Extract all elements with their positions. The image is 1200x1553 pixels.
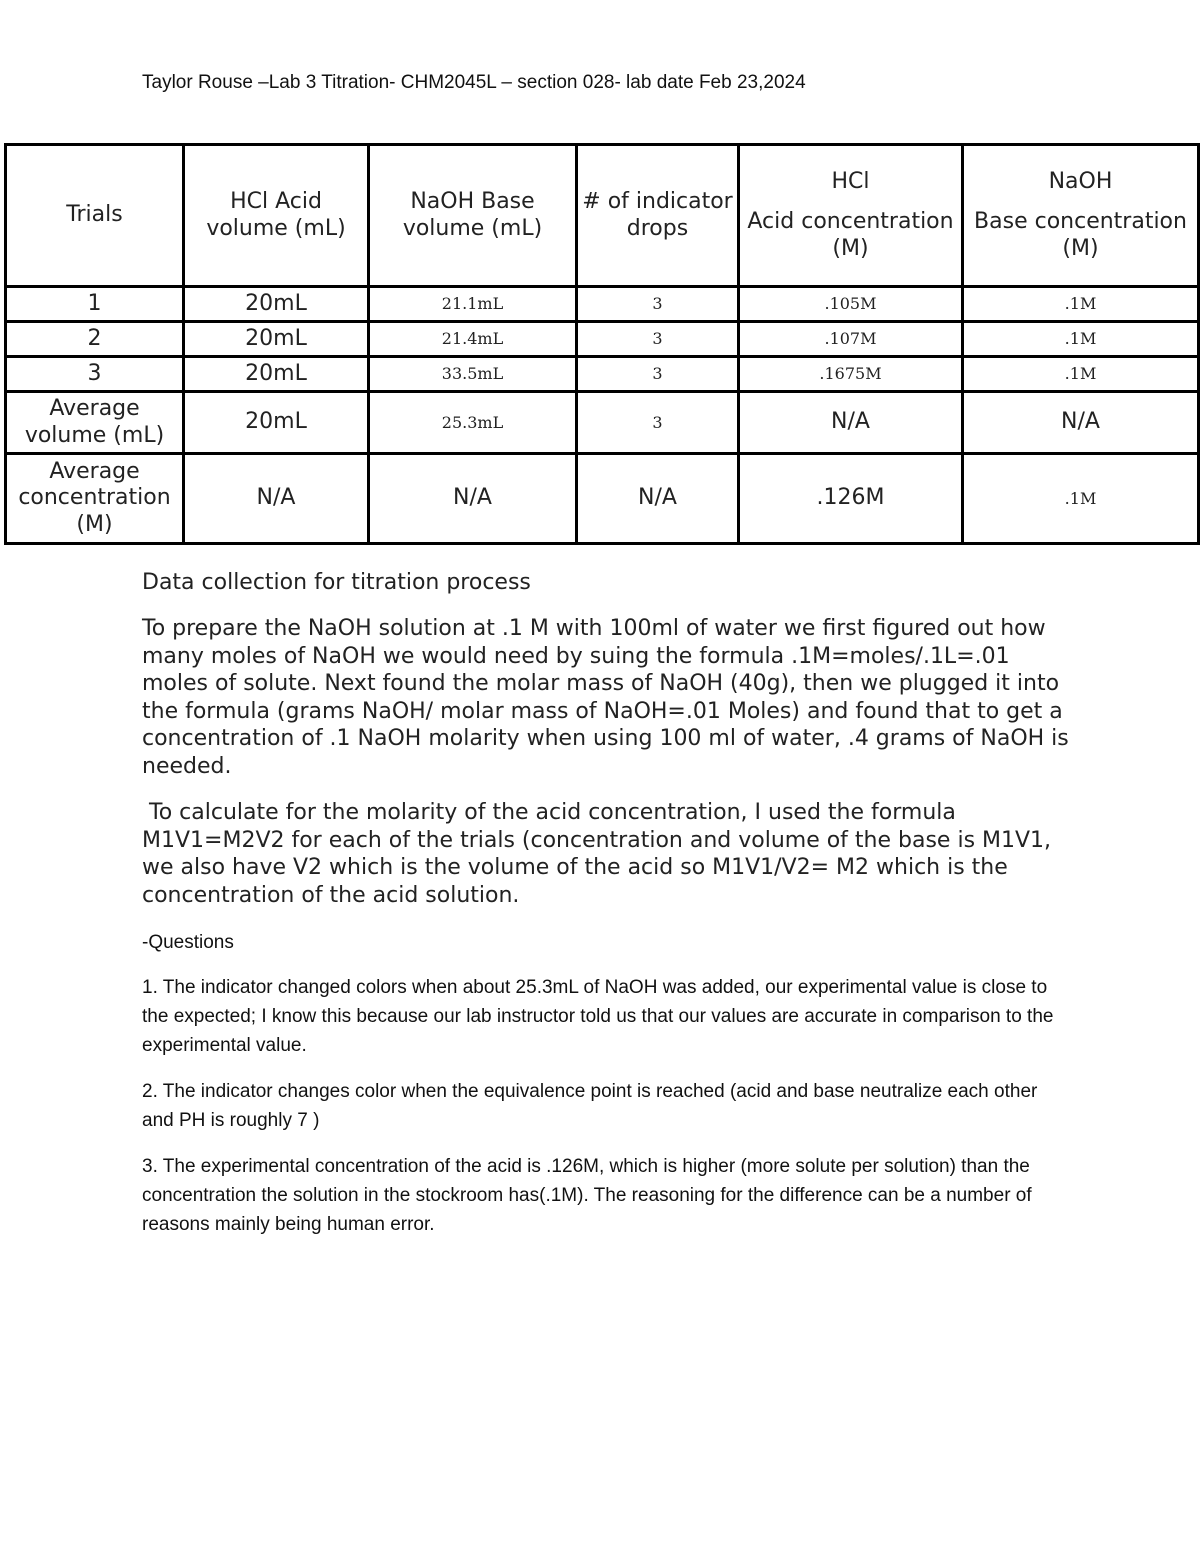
row-label: Average volume (mL) bbox=[6, 392, 184, 454]
question-2-answer: 2. The indicator changes color when the equivalence point is reached (acid and base neutralize each other and PH is roughly 7 ) bbox=[142, 1081, 1038, 1131]
titration-data-table bbox=[4, 143, 1200, 545]
questions-title: -Questions bbox=[142, 932, 234, 953]
naoh-concentration-cell: N/A bbox=[963, 392, 1199, 454]
naoh-concentration-cell: .1M bbox=[963, 454, 1199, 544]
indicator-drops-cell: N/A bbox=[577, 454, 739, 544]
indicator-drops-cell: 3 bbox=[577, 392, 739, 454]
header-naoh-concentration-bottom: Base concentration (M) bbox=[974, 209, 1187, 261]
hcl-concentration-cell: .1675M bbox=[739, 357, 963, 392]
naoh-concentration-cell: .1M bbox=[963, 357, 1199, 392]
indicator-drops-cell: 3 bbox=[577, 322, 739, 357]
row-label: 1 bbox=[6, 287, 184, 322]
paragraph-naoh-preparation: To prepare the NaOH solution at .1 M with 100ml of water we first figured out how many moles of NaOH we would need by suing the formula .1M=moles/.1L=.01 moles of solute. Next found the molar mass of NaOH (40g), then we plugged it into the formula (grams NaOH/ molar mass of NaOH=.01 Moles) and found that to get a concentration of .1 NaOH molarity when using 100 ml of water, .4 grams of NaOH is needed. bbox=[142, 616, 1069, 779]
row-label: 2 bbox=[6, 322, 184, 357]
naoh-volume-cell: 21.1mL bbox=[369, 287, 577, 322]
hcl-concentration-cell: .107M bbox=[739, 322, 963, 357]
section-title: Data collection for titration process bbox=[142, 570, 531, 595]
header-indicator-drops: # of indicator drops bbox=[577, 145, 739, 287]
hcl-volume-cell: 20mL bbox=[184, 392, 369, 454]
naoh-concentration-cell: .1M bbox=[963, 322, 1199, 357]
naoh-volume-cell: 25.3mL bbox=[369, 392, 577, 454]
table-header-row bbox=[6, 145, 1199, 287]
hcl-concentration-cell: N/A bbox=[739, 392, 963, 454]
header-hcl-concentration bbox=[739, 145, 963, 287]
header-trials: Trials bbox=[6, 145, 184, 287]
hcl-volume-cell: 20mL bbox=[184, 287, 369, 322]
paragraph-acid-molarity: To calculate for the molarity of the acid concentration, I used the formula M1V1=M2V2 for each of the trials (concentration and volume of the base is M1V1, we also have V2 which is the volume of the acid so M1V1/V2= M2 which is the concentration of the acid solution. bbox=[142, 800, 1059, 908]
naoh-volume-cell: 33.5mL bbox=[369, 357, 577, 392]
table-row-average-volume bbox=[6, 392, 1199, 454]
hcl-concentration-cell: .126M bbox=[739, 454, 963, 544]
table-row bbox=[6, 357, 1199, 392]
hcl-volume-cell: N/A bbox=[184, 454, 369, 544]
header-naoh-concentration-top: NaOH bbox=[1048, 168, 1113, 194]
hcl-volume-cell: 20mL bbox=[184, 322, 369, 357]
row-label: Average concentration (M) bbox=[6, 454, 184, 544]
document-header: Taylor Rouse –Lab 3 Titration- CHM2045L – section 028- lab date Feb 23,2024 bbox=[142, 72, 806, 93]
hcl-concentration-cell: .105M bbox=[739, 287, 963, 322]
header-hcl-volume: HCl Acid volume (mL) bbox=[184, 145, 369, 287]
row-label: 3 bbox=[6, 357, 184, 392]
header-hcl-concentration-bottom: Acid concentration (M) bbox=[747, 209, 954, 261]
naoh-volume-cell: N/A bbox=[369, 454, 577, 544]
table-row bbox=[6, 287, 1199, 322]
indicator-drops-cell: 3 bbox=[577, 287, 739, 322]
header-hcl-concentration-top: HCl bbox=[831, 168, 870, 194]
indicator-drops-cell: 3 bbox=[577, 357, 739, 392]
header-naoh-concentration bbox=[963, 145, 1199, 287]
header-naoh-volume: NaOH Base volume (mL) bbox=[369, 145, 577, 287]
table-row bbox=[6, 322, 1199, 357]
question-1-answer: 1. The indicator changed colors when about 25.3mL of NaOH was added, our experimental value is close to the expected; I know this because our lab instructor told us that our values are accurate in comparison to the experimental value. bbox=[142, 977, 1054, 1056]
hcl-volume-cell: 20mL bbox=[184, 357, 369, 392]
question-3-answer: 3. The experimental concentration of the acid is .126M, which is higher (more solute per solution) than the concentration the solution in the stockroom has(.1M). The reasoning for the difference can be a number of reasons mainly being human error. bbox=[142, 1156, 1032, 1235]
naoh-volume-cell: 21.4mL bbox=[369, 322, 577, 357]
naoh-concentration-cell: .1M bbox=[963, 287, 1199, 322]
table-row-average-concentration bbox=[6, 454, 1199, 544]
